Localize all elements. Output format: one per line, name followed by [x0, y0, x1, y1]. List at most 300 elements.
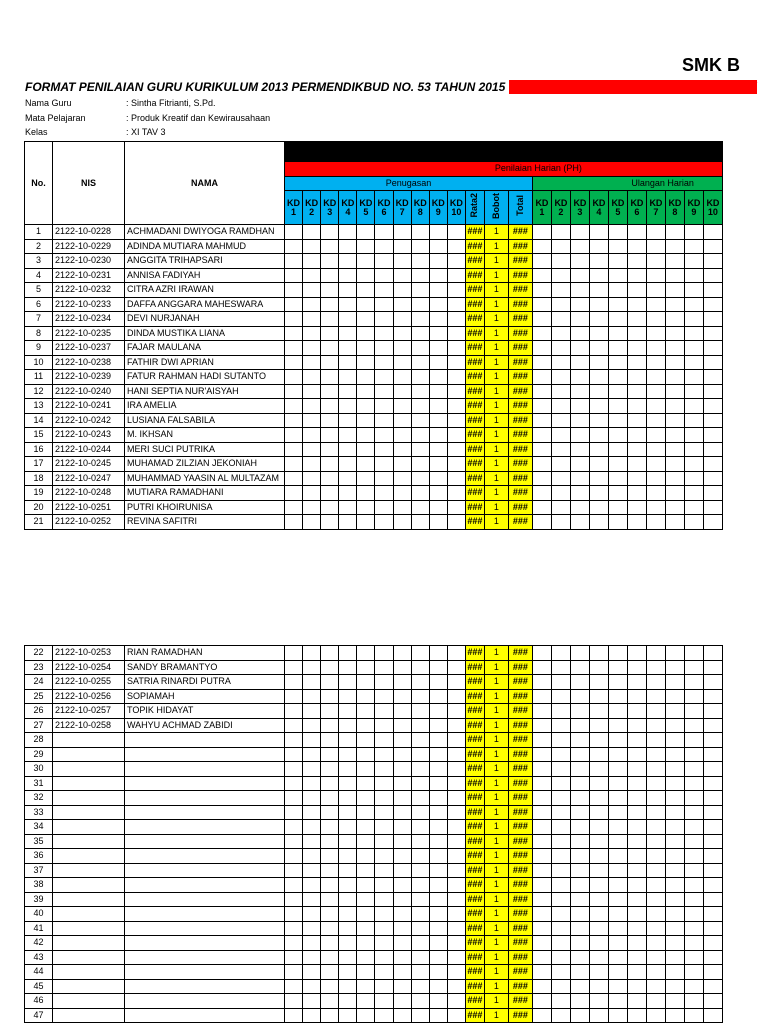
cell-penugasan-kd-1[interactable]: [285, 921, 303, 936]
cell-ulangan-kd-8[interactable]: [665, 384, 684, 399]
cell-ulangan-kd-3[interactable]: [570, 878, 589, 893]
cell-penugasan-kd-6[interactable]: [375, 747, 393, 762]
cell-penugasan-kd-2[interactable]: [303, 442, 321, 457]
cell-penugasan-kd-1[interactable]: [285, 863, 303, 878]
cell-penugasan-kd-1[interactable]: [285, 979, 303, 994]
cell-penugasan-kd-8[interactable]: [411, 312, 429, 327]
cell-ulangan-kd-9[interactable]: [684, 849, 703, 864]
cell-penugasan-kd-7[interactable]: [393, 225, 411, 240]
cell-penugasan-kd-5[interactable]: [357, 341, 375, 356]
cell-penugasan-kd-8[interactable]: [411, 660, 429, 675]
cell-ulangan-kd-9[interactable]: [684, 239, 703, 254]
cell-ulangan-kd-10[interactable]: [703, 355, 722, 370]
cell-ulangan-kd-1[interactable]: [532, 341, 551, 356]
cell-penugasan-kd-6[interactable]: [375, 762, 393, 777]
cell-ulangan-kd-4[interactable]: [589, 268, 608, 283]
cell-penugasan-kd-3[interactable]: [321, 965, 339, 980]
cell-ulangan-kd-3[interactable]: [570, 689, 589, 704]
cell-penugasan-kd-9[interactable]: [429, 471, 447, 486]
cell-penugasan-kd-10[interactable]: [447, 515, 465, 530]
cell-ulangan-kd-1[interactable]: [532, 428, 551, 443]
cell-penugasan-kd-2[interactable]: [303, 936, 321, 951]
cell-penugasan-kd-2[interactable]: [303, 283, 321, 298]
cell-penugasan-kd-7[interactable]: [393, 994, 411, 1009]
cell-ulangan-kd-8[interactable]: [665, 225, 684, 240]
cell-penugasan-kd-4[interactable]: [339, 515, 357, 530]
cell-ulangan-kd-3[interactable]: [570, 515, 589, 530]
cell-ulangan-kd-10[interactable]: [703, 675, 722, 690]
cell-penugasan-kd-7[interactable]: [393, 689, 411, 704]
cell-penugasan-kd-7[interactable]: [393, 268, 411, 283]
cell-penugasan-kd-8[interactable]: [411, 704, 429, 719]
cell-penugasan-kd-4[interactable]: [339, 254, 357, 269]
cell-penugasan-kd-6[interactable]: [375, 457, 393, 472]
cell-ulangan-kd-7[interactable]: [646, 384, 665, 399]
cell-ulangan-kd-8[interactable]: [665, 950, 684, 965]
cell-ulangan-kd-5[interactable]: [608, 341, 627, 356]
cell-ulangan-kd-5[interactable]: [608, 1008, 627, 1023]
cell-penugasan-kd-3[interactable]: [321, 747, 339, 762]
cell-penugasan-kd-8[interactable]: [411, 370, 429, 385]
cell-penugasan-kd-7[interactable]: [393, 965, 411, 980]
cell-penugasan-kd-8[interactable]: [411, 805, 429, 820]
cell-ulangan-kd-2[interactable]: [551, 675, 570, 690]
cell-ulangan-kd-10[interactable]: [703, 965, 722, 980]
cell-penugasan-kd-7[interactable]: [393, 820, 411, 835]
cell-ulangan-kd-6[interactable]: [627, 297, 646, 312]
cell-penugasan-kd-9[interactable]: [429, 747, 447, 762]
cell-ulangan-kd-6[interactable]: [627, 239, 646, 254]
cell-penugasan-kd-5[interactable]: [357, 428, 375, 443]
cell-penugasan-kd-6[interactable]: [375, 268, 393, 283]
cell-ulangan-kd-9[interactable]: [684, 341, 703, 356]
cell-penugasan-kd-4[interactable]: [339, 863, 357, 878]
cell-penugasan-kd-7[interactable]: [393, 646, 411, 661]
cell-penugasan-kd-3[interactable]: [321, 254, 339, 269]
cell-penugasan-kd-4[interactable]: [339, 660, 357, 675]
cell-ulangan-kd-5[interactable]: [608, 646, 627, 661]
cell-ulangan-kd-8[interactable]: [665, 863, 684, 878]
cell-penugasan-kd-4[interactable]: [339, 1008, 357, 1023]
cell-ulangan-kd-3[interactable]: [570, 384, 589, 399]
cell-ulangan-kd-7[interactable]: [646, 689, 665, 704]
cell-penugasan-kd-1[interactable]: [285, 805, 303, 820]
cell-penugasan-kd-7[interactable]: [393, 762, 411, 777]
cell-penugasan-kd-6[interactable]: [375, 254, 393, 269]
cell-ulangan-kd-7[interactable]: [646, 805, 665, 820]
cell-ulangan-kd-1[interactable]: [532, 660, 551, 675]
cell-penugasan-kd-9[interactable]: [429, 921, 447, 936]
cell-penugasan-kd-3[interactable]: [321, 384, 339, 399]
cell-ulangan-kd-4[interactable]: [589, 297, 608, 312]
cell-ulangan-kd-9[interactable]: [684, 791, 703, 806]
cell-ulangan-kd-2[interactable]: [551, 239, 570, 254]
cell-ulangan-kd-8[interactable]: [665, 994, 684, 1009]
cell-penugasan-kd-10[interactable]: [447, 500, 465, 515]
cell-ulangan-kd-6[interactable]: [627, 979, 646, 994]
cell-penugasan-kd-6[interactable]: [375, 370, 393, 385]
cell-penugasan-kd-10[interactable]: [447, 675, 465, 690]
cell-ulangan-kd-6[interactable]: [627, 965, 646, 980]
cell-ulangan-kd-4[interactable]: [589, 863, 608, 878]
cell-penugasan-kd-6[interactable]: [375, 936, 393, 951]
cell-ulangan-kd-2[interactable]: [551, 965, 570, 980]
cell-ulangan-kd-2[interactable]: [551, 355, 570, 370]
cell-penugasan-kd-7[interactable]: [393, 283, 411, 298]
cell-ulangan-kd-5[interactable]: [608, 805, 627, 820]
cell-penugasan-kd-7[interactable]: [393, 950, 411, 965]
cell-ulangan-kd-2[interactable]: [551, 486, 570, 501]
cell-penugasan-kd-9[interactable]: [429, 326, 447, 341]
cell-ulangan-kd-10[interactable]: [703, 268, 722, 283]
cell-penugasan-kd-10[interactable]: [447, 225, 465, 240]
cell-penugasan-kd-4[interactable]: [339, 297, 357, 312]
cell-penugasan-kd-5[interactable]: [357, 747, 375, 762]
cell-penugasan-kd-3[interactable]: [321, 283, 339, 298]
cell-penugasan-kd-1[interactable]: [285, 239, 303, 254]
cell-ulangan-kd-7[interactable]: [646, 892, 665, 907]
cell-penugasan-kd-9[interactable]: [429, 428, 447, 443]
cell-ulangan-kd-1[interactable]: [532, 718, 551, 733]
cell-penugasan-kd-8[interactable]: [411, 341, 429, 356]
cell-ulangan-kd-5[interactable]: [608, 718, 627, 733]
cell-ulangan-kd-4[interactable]: [589, 283, 608, 298]
cell-ulangan-kd-3[interactable]: [570, 355, 589, 370]
cell-penugasan-kd-2[interactable]: [303, 805, 321, 820]
cell-ulangan-kd-6[interactable]: [627, 994, 646, 1009]
cell-ulangan-kd-4[interactable]: [589, 718, 608, 733]
cell-ulangan-kd-4[interactable]: [589, 326, 608, 341]
cell-penugasan-kd-4[interactable]: [339, 326, 357, 341]
cell-penugasan-kd-1[interactable]: [285, 965, 303, 980]
cell-penugasan-kd-1[interactable]: [285, 733, 303, 748]
cell-ulangan-kd-10[interactable]: [703, 399, 722, 414]
cell-penugasan-kd-3[interactable]: [321, 370, 339, 385]
cell-ulangan-kd-4[interactable]: [589, 892, 608, 907]
cell-ulangan-kd-6[interactable]: [627, 646, 646, 661]
cell-ulangan-kd-3[interactable]: [570, 341, 589, 356]
cell-ulangan-kd-1[interactable]: [532, 500, 551, 515]
cell-ulangan-kd-2[interactable]: [551, 805, 570, 820]
cell-penugasan-kd-10[interactable]: [447, 1008, 465, 1023]
cell-penugasan-kd-10[interactable]: [447, 660, 465, 675]
cell-ulangan-kd-4[interactable]: [589, 660, 608, 675]
cell-ulangan-kd-9[interactable]: [684, 225, 703, 240]
cell-ulangan-kd-8[interactable]: [665, 486, 684, 501]
cell-penugasan-kd-9[interactable]: [429, 283, 447, 298]
cell-ulangan-kd-5[interactable]: [608, 384, 627, 399]
cell-penugasan-kd-9[interactable]: [429, 1008, 447, 1023]
cell-ulangan-kd-2[interactable]: [551, 921, 570, 936]
cell-ulangan-kd-10[interactable]: [703, 791, 722, 806]
cell-penugasan-kd-1[interactable]: [285, 892, 303, 907]
cell-penugasan-kd-7[interactable]: [393, 355, 411, 370]
cell-penugasan-kd-3[interactable]: [321, 660, 339, 675]
cell-penugasan-kd-6[interactable]: [375, 399, 393, 414]
cell-ulangan-kd-6[interactable]: [627, 834, 646, 849]
cell-ulangan-kd-9[interactable]: [684, 979, 703, 994]
cell-penugasan-kd-9[interactable]: [429, 225, 447, 240]
cell-penugasan-kd-10[interactable]: [447, 355, 465, 370]
cell-ulangan-kd-3[interactable]: [570, 413, 589, 428]
cell-ulangan-kd-9[interactable]: [684, 500, 703, 515]
cell-ulangan-kd-3[interactable]: [570, 239, 589, 254]
cell-penugasan-kd-5[interactable]: [357, 936, 375, 951]
cell-ulangan-kd-5[interactable]: [608, 515, 627, 530]
cell-ulangan-kd-9[interactable]: [684, 283, 703, 298]
cell-penugasan-kd-6[interactable]: [375, 500, 393, 515]
cell-ulangan-kd-1[interactable]: [532, 515, 551, 530]
cell-penugasan-kd-2[interactable]: [303, 515, 321, 530]
cell-ulangan-kd-8[interactable]: [665, 646, 684, 661]
cell-ulangan-kd-5[interactable]: [608, 878, 627, 893]
cell-ulangan-kd-8[interactable]: [665, 834, 684, 849]
cell-penugasan-kd-4[interactable]: [339, 878, 357, 893]
cell-ulangan-kd-8[interactable]: [665, 936, 684, 951]
cell-ulangan-kd-7[interactable]: [646, 471, 665, 486]
cell-ulangan-kd-1[interactable]: [532, 747, 551, 762]
cell-penugasan-kd-7[interactable]: [393, 254, 411, 269]
cell-penugasan-kd-2[interactable]: [303, 776, 321, 791]
cell-ulangan-kd-7[interactable]: [646, 428, 665, 443]
cell-penugasan-kd-5[interactable]: [357, 413, 375, 428]
cell-penugasan-kd-8[interactable]: [411, 239, 429, 254]
cell-penugasan-kd-5[interactable]: [357, 704, 375, 719]
cell-penugasan-kd-7[interactable]: [393, 312, 411, 327]
cell-ulangan-kd-9[interactable]: [684, 834, 703, 849]
cell-penugasan-kd-10[interactable]: [447, 384, 465, 399]
cell-penugasan-kd-3[interactable]: [321, 718, 339, 733]
cell-ulangan-kd-3[interactable]: [570, 907, 589, 922]
cell-ulangan-kd-9[interactable]: [684, 1008, 703, 1023]
cell-ulangan-kd-10[interactable]: [703, 907, 722, 922]
cell-ulangan-kd-10[interactable]: [703, 805, 722, 820]
cell-penugasan-kd-10[interactable]: [447, 820, 465, 835]
cell-ulangan-kd-7[interactable]: [646, 704, 665, 719]
cell-penugasan-kd-7[interactable]: [393, 515, 411, 530]
cell-ulangan-kd-9[interactable]: [684, 994, 703, 1009]
cell-penugasan-kd-6[interactable]: [375, 689, 393, 704]
cell-penugasan-kd-9[interactable]: [429, 413, 447, 428]
cell-penugasan-kd-2[interactable]: [303, 979, 321, 994]
cell-ulangan-kd-7[interactable]: [646, 457, 665, 472]
cell-penugasan-kd-7[interactable]: [393, 878, 411, 893]
cell-ulangan-kd-4[interactable]: [589, 994, 608, 1009]
cell-ulangan-kd-1[interactable]: [532, 921, 551, 936]
cell-penugasan-kd-6[interactable]: [375, 892, 393, 907]
cell-ulangan-kd-2[interactable]: [551, 471, 570, 486]
cell-ulangan-kd-3[interactable]: [570, 675, 589, 690]
cell-penugasan-kd-6[interactable]: [375, 1008, 393, 1023]
cell-ulangan-kd-8[interactable]: [665, 283, 684, 298]
cell-ulangan-kd-8[interactable]: [665, 515, 684, 530]
cell-ulangan-kd-3[interactable]: [570, 791, 589, 806]
cell-penugasan-kd-2[interactable]: [303, 950, 321, 965]
cell-penugasan-kd-8[interactable]: [411, 791, 429, 806]
cell-ulangan-kd-1[interactable]: [532, 820, 551, 835]
cell-penugasan-kd-3[interactable]: [321, 457, 339, 472]
cell-ulangan-kd-2[interactable]: [551, 326, 570, 341]
cell-penugasan-kd-1[interactable]: [285, 297, 303, 312]
cell-ulangan-kd-4[interactable]: [589, 689, 608, 704]
cell-penugasan-kd-6[interactable]: [375, 834, 393, 849]
cell-ulangan-kd-5[interactable]: [608, 254, 627, 269]
cell-ulangan-kd-9[interactable]: [684, 515, 703, 530]
cell-ulangan-kd-10[interactable]: [703, 834, 722, 849]
cell-ulangan-kd-1[interactable]: [532, 384, 551, 399]
cell-penugasan-kd-1[interactable]: [285, 791, 303, 806]
cell-penugasan-kd-9[interactable]: [429, 936, 447, 951]
cell-ulangan-kd-10[interactable]: [703, 660, 722, 675]
cell-ulangan-kd-4[interactable]: [589, 733, 608, 748]
cell-penugasan-kd-4[interactable]: [339, 283, 357, 298]
cell-ulangan-kd-6[interactable]: [627, 341, 646, 356]
cell-ulangan-kd-10[interactable]: [703, 471, 722, 486]
cell-penugasan-kd-9[interactable]: [429, 950, 447, 965]
cell-penugasan-kd-1[interactable]: [285, 1008, 303, 1023]
cell-ulangan-kd-10[interactable]: [703, 413, 722, 428]
cell-penugasan-kd-9[interactable]: [429, 268, 447, 283]
cell-penugasan-kd-3[interactable]: [321, 820, 339, 835]
cell-penugasan-kd-9[interactable]: [429, 239, 447, 254]
cell-ulangan-kd-8[interactable]: [665, 428, 684, 443]
cell-penugasan-kd-9[interactable]: [429, 892, 447, 907]
cell-penugasan-kd-2[interactable]: [303, 355, 321, 370]
cell-penugasan-kd-1[interactable]: [285, 500, 303, 515]
cell-penugasan-kd-5[interactable]: [357, 994, 375, 1009]
cell-ulangan-kd-8[interactable]: [665, 312, 684, 327]
cell-penugasan-kd-4[interactable]: [339, 776, 357, 791]
cell-ulangan-kd-10[interactable]: [703, 950, 722, 965]
cell-penugasan-kd-10[interactable]: [447, 399, 465, 414]
cell-penugasan-kd-2[interactable]: [303, 791, 321, 806]
cell-penugasan-kd-4[interactable]: [339, 500, 357, 515]
cell-penugasan-kd-9[interactable]: [429, 646, 447, 661]
cell-ulangan-kd-2[interactable]: [551, 500, 570, 515]
cell-ulangan-kd-5[interactable]: [608, 312, 627, 327]
cell-penugasan-kd-10[interactable]: [447, 892, 465, 907]
cell-penugasan-kd-4[interactable]: [339, 341, 357, 356]
cell-penugasan-kd-3[interactable]: [321, 471, 339, 486]
cell-ulangan-kd-5[interactable]: [608, 471, 627, 486]
cell-ulangan-kd-4[interactable]: [589, 442, 608, 457]
cell-ulangan-kd-8[interactable]: [665, 1008, 684, 1023]
cell-ulangan-kd-6[interactable]: [627, 428, 646, 443]
cell-penugasan-kd-1[interactable]: [285, 762, 303, 777]
cell-ulangan-kd-7[interactable]: [646, 776, 665, 791]
cell-ulangan-kd-3[interactable]: [570, 747, 589, 762]
cell-ulangan-kd-1[interactable]: [532, 994, 551, 1009]
cell-ulangan-kd-1[interactable]: [532, 326, 551, 341]
cell-penugasan-kd-4[interactable]: [339, 979, 357, 994]
cell-penugasan-kd-3[interactable]: [321, 878, 339, 893]
cell-penugasan-kd-8[interactable]: [411, 892, 429, 907]
cell-penugasan-kd-4[interactable]: [339, 225, 357, 240]
cell-penugasan-kd-6[interactable]: [375, 820, 393, 835]
cell-ulangan-kd-5[interactable]: [608, 428, 627, 443]
cell-penugasan-kd-2[interactable]: [303, 297, 321, 312]
cell-ulangan-kd-3[interactable]: [570, 471, 589, 486]
cell-ulangan-kd-1[interactable]: [532, 965, 551, 980]
cell-penugasan-kd-2[interactable]: [303, 225, 321, 240]
cell-penugasan-kd-9[interactable]: [429, 878, 447, 893]
cell-ulangan-kd-1[interactable]: [532, 413, 551, 428]
cell-penugasan-kd-6[interactable]: [375, 994, 393, 1009]
cell-ulangan-kd-6[interactable]: [627, 384, 646, 399]
cell-ulangan-kd-2[interactable]: [551, 254, 570, 269]
cell-ulangan-kd-1[interactable]: [532, 878, 551, 893]
cell-penugasan-kd-5[interactable]: [357, 254, 375, 269]
cell-ulangan-kd-9[interactable]: [684, 471, 703, 486]
cell-ulangan-kd-3[interactable]: [570, 733, 589, 748]
cell-penugasan-kd-8[interactable]: [411, 355, 429, 370]
cell-penugasan-kd-3[interactable]: [321, 805, 339, 820]
cell-penugasan-kd-9[interactable]: [429, 500, 447, 515]
cell-penugasan-kd-7[interactable]: [393, 747, 411, 762]
cell-penugasan-kd-5[interactable]: [357, 283, 375, 298]
cell-penugasan-kd-5[interactable]: [357, 950, 375, 965]
cell-penugasan-kd-4[interactable]: [339, 733, 357, 748]
cell-penugasan-kd-1[interactable]: [285, 457, 303, 472]
cell-ulangan-kd-4[interactable]: [589, 834, 608, 849]
cell-penugasan-kd-8[interactable]: [411, 776, 429, 791]
cell-ulangan-kd-2[interactable]: [551, 907, 570, 922]
cell-ulangan-kd-8[interactable]: [665, 689, 684, 704]
cell-ulangan-kd-10[interactable]: [703, 312, 722, 327]
cell-ulangan-kd-5[interactable]: [608, 704, 627, 719]
cell-penugasan-kd-4[interactable]: [339, 370, 357, 385]
cell-ulangan-kd-2[interactable]: [551, 936, 570, 951]
cell-penugasan-kd-4[interactable]: [339, 921, 357, 936]
cell-penugasan-kd-10[interactable]: [447, 254, 465, 269]
cell-ulangan-kd-3[interactable]: [570, 950, 589, 965]
cell-penugasan-kd-6[interactable]: [375, 965, 393, 980]
cell-ulangan-kd-8[interactable]: [665, 297, 684, 312]
cell-ulangan-kd-6[interactable]: [627, 675, 646, 690]
cell-ulangan-kd-2[interactable]: [551, 762, 570, 777]
cell-ulangan-kd-10[interactable]: [703, 936, 722, 951]
cell-penugasan-kd-1[interactable]: [285, 950, 303, 965]
cell-ulangan-kd-9[interactable]: [684, 384, 703, 399]
cell-ulangan-kd-7[interactable]: [646, 268, 665, 283]
cell-penugasan-kd-9[interactable]: [429, 907, 447, 922]
cell-ulangan-kd-9[interactable]: [684, 805, 703, 820]
cell-ulangan-kd-9[interactable]: [684, 312, 703, 327]
cell-ulangan-kd-1[interactable]: [532, 283, 551, 298]
cell-ulangan-kd-1[interactable]: [532, 762, 551, 777]
cell-penugasan-kd-4[interactable]: [339, 936, 357, 951]
cell-penugasan-kd-5[interactable]: [357, 457, 375, 472]
cell-penugasan-kd-6[interactable]: [375, 384, 393, 399]
cell-ulangan-kd-6[interactable]: [627, 413, 646, 428]
cell-ulangan-kd-9[interactable]: [684, 689, 703, 704]
cell-ulangan-kd-6[interactable]: [627, 326, 646, 341]
cell-ulangan-kd-3[interactable]: [570, 863, 589, 878]
cell-ulangan-kd-2[interactable]: [551, 312, 570, 327]
cell-penugasan-kd-9[interactable]: [429, 820, 447, 835]
cell-ulangan-kd-5[interactable]: [608, 413, 627, 428]
cell-ulangan-kd-5[interactable]: [608, 442, 627, 457]
cell-penugasan-kd-10[interactable]: [447, 776, 465, 791]
cell-penugasan-kd-5[interactable]: [357, 878, 375, 893]
cell-ulangan-kd-8[interactable]: [665, 849, 684, 864]
cell-ulangan-kd-7[interactable]: [646, 834, 665, 849]
cell-ulangan-kd-2[interactable]: [551, 791, 570, 806]
cell-penugasan-kd-4[interactable]: [339, 892, 357, 907]
cell-ulangan-kd-7[interactable]: [646, 878, 665, 893]
cell-ulangan-kd-6[interactable]: [627, 863, 646, 878]
cell-ulangan-kd-7[interactable]: [646, 747, 665, 762]
